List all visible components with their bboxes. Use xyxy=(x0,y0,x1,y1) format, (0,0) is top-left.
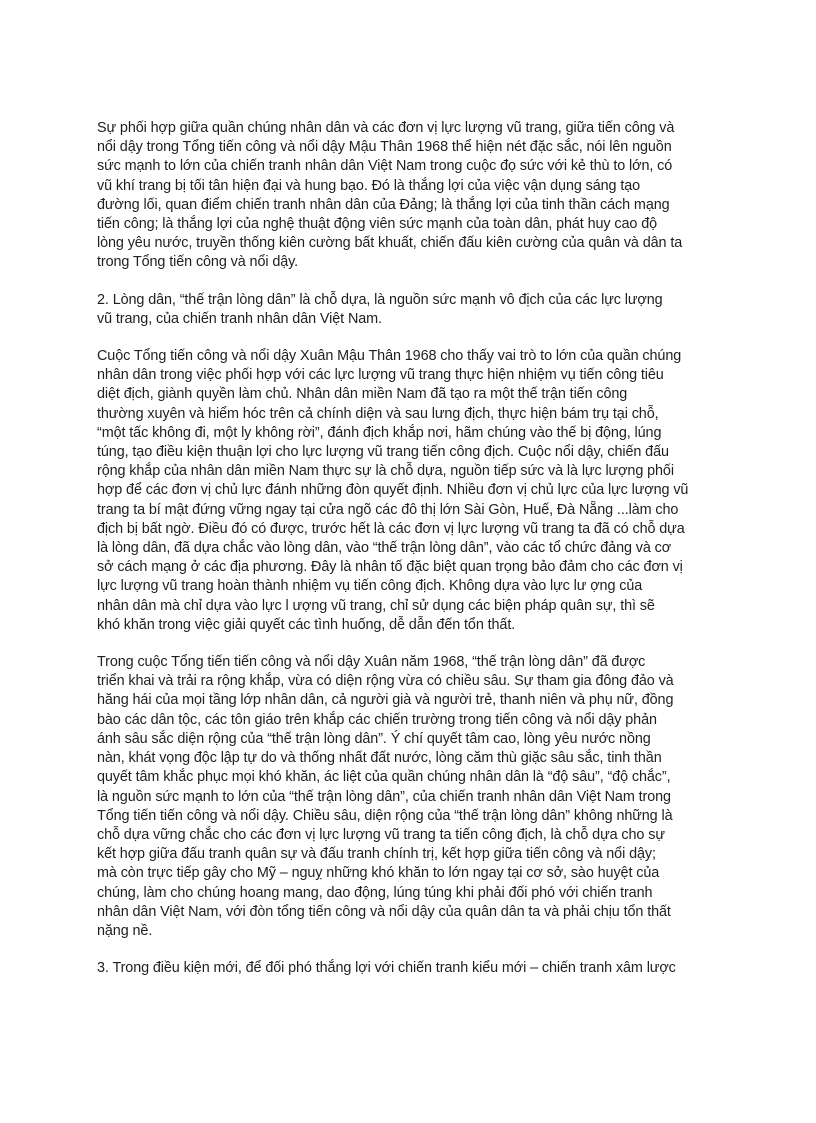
text-line: túng, tạo điều kiện thuận lợi cho lực lượng vũ trang tiến công địch. Cuộc nổi dậy, chiến đấu xyxy=(97,444,669,461)
text-line: vũ trang, của chiến tranh nhân dân Việt Nam. xyxy=(97,310,382,327)
text-line: nhân dân trong việc phối hợp với các lực lượng vũ trang thực hiện nhiệm vụ tiến công tiêu xyxy=(97,367,664,384)
text-line: ánh sâu sắc diện rộng của “thế trận lòng dân”. Ý chí quyết tâm cao, lòng yêu nước nồng xyxy=(97,730,651,747)
text-line: rộng khắp của nhân dân miền Nam thực sự là chỗ dựa, nguồn tiếp sức và là lực lượng phối xyxy=(97,463,674,480)
text-line: Tổng tiến tiến công và nổi dậy. Chiều sâu, diện rộng của “thế trận lòng dân” không những là xyxy=(97,807,673,824)
paragraph-mau-than-1968 xyxy=(97,347,732,635)
text-line: khó khăn trong việc giải quyết các tình huống, dễ dẫn đến tổn thất. xyxy=(97,616,516,633)
text-line: là lòng dân, đã dựa chắc vào lòng dân, vào “thế trận lòng dân”, vào các tổ chức đảng và cơ xyxy=(97,540,672,557)
section-heading-3 xyxy=(97,959,732,978)
text-line: Cuộc Tổng tiến công và nổi dậy Xuân Mậu Thân 1968 cho thấy vai trò to lớn của quần chúng xyxy=(97,348,682,365)
text-line: hợp để các đơn vị chủ lực đánh những đòn quyết định. Nhiều đơn vị chủ lực của lực lượng vũ xyxy=(97,482,689,499)
text-line: sức mạnh to lớn của chiến tranh nhân dân Việt Nam trong cuộc đọ sức với kẻ thù to lớn, có xyxy=(97,158,673,175)
text-line: lực lượng vũ trang hoàn thành nhiệm vụ tiến công địch. Không dựa vào lực lư ợng của xyxy=(97,578,643,595)
text-line: trong Tổng tiến công và nổi dậy. xyxy=(97,254,299,271)
text-line: kết hợp giữa đấu tranh quân sự và đấu tranh chính trị, kết hợp giữa tiến công và nổi dậy; xyxy=(97,846,656,863)
document-body xyxy=(97,119,732,978)
section-heading-2 xyxy=(97,291,732,329)
text-line: Trong cuộc Tổng tiến tiến công và nổi dậy Xuân năm 1968, “thế trận lòng dân” đã được xyxy=(97,654,646,671)
text-line: hăng hái của mọi tầng lớp nhân dân, cả người già và người trẻ, thanh niên và phụ nữ, đồng xyxy=(97,692,674,709)
text-line: bào các dân tộc, các tôn giáo trên khắp các chiến trường trong tiến công và nổi dậy phản xyxy=(97,711,657,728)
text-line: là nguồn sức mạnh to lớn của “thế trận lòng dân”, của chiến tranh nhân dân Việt Nam trong xyxy=(97,788,671,805)
text-line: chỗ dựa vững chắc cho các đơn vị lực lượng vũ trang ta tiến công địch, là chỗ dựa cho sự xyxy=(97,826,665,843)
text-line: diệt địch, giành quyền làm chủ. Nhân dân miền Nam đã tạo ra một thế trận tiến công xyxy=(97,386,628,403)
text-line: nổi dậy trong Tổng tiến công và nổi dậy Mậu Thân 1968 thể hiện nét đặc sắc, nói lên nguồn xyxy=(97,139,672,156)
paragraph-the-tran-long-dan xyxy=(97,653,732,941)
text-line: nhân dân mà chỉ dựa vào lực l ượng vũ trang, chỉ sử dụng các biện pháp quân sự, thì sẽ xyxy=(97,597,655,614)
text-line: tiến công; là thắng lợi của nghệ thuật động viên sức mạnh của toàn dân, phát huy cao độ xyxy=(97,216,658,233)
text-line: trang ta bí mật đứng vững ngay tại cửa ngõ các đô thị lớn Sài Gòn, Huế, Đà Nẵng ...làm cho xyxy=(97,501,679,518)
text-line: nàn, khát vọng độc lập tự do và thống nhất đất nước, lòng căm thù giặc sâu sắc, tinh thần xyxy=(97,750,662,767)
text-line: mà còn trực tiếp gây cho Mỹ – nguỵ những khó khăn to lớn ngay tại cơ sở, sào huyệt của xyxy=(97,865,660,882)
text-line: chúng, làm cho chúng hoang mang, dao động, lúng túng khi phải đối phó với chiến tranh xyxy=(97,884,653,901)
text-line: sở cách mạng ở các địa phương. Đây là nhân tố đặc biệt quan trọng bảo đảm cho các đơn vị xyxy=(97,559,683,576)
text-line: “một tấc không đi, một ly không rời”, đánh địch khắp nơi, hãm chúng vào thế bị động, lúng xyxy=(97,424,662,441)
text-line: 2. Lòng dân, “thế trận lòng dân” là chỗ dựa, là nguồn sức mạnh vô địch của các lực lượng xyxy=(97,291,663,308)
text-line: đường lối, quan điểm chiến tranh nhân dân của Đảng; là thắng lợi của tinh thần cách mạng xyxy=(97,196,670,213)
text-line: địch bị bất ngờ. Điều đó có được, trước hết là các đơn vị lực lượng vũ trang ta đã có chỗ dựa xyxy=(97,520,685,537)
text-line: Sự phối hợp giữa quần chúng nhân dân và các đơn vị lực lượng vũ trang, giữa tiến công và xyxy=(97,120,675,136)
text-line: quyết tâm khắc phục mọi khó khăn, ác liệt của quần chúng nhân dân là “độ sâu”, “độ chắc”, xyxy=(97,769,671,786)
text-line: nhân dân Việt Nam, với đòn tổng tiến công và nổi dậy của quân dân ta và phải chịu tổn thất xyxy=(97,903,671,920)
paragraph-coordination xyxy=(97,119,732,273)
text-line: vũ khí trang bị tối tân hiện đại và hung bạo. Đó là thắng lợi của việc vận dụng sáng tạo xyxy=(97,177,641,194)
text-line: triển khai và trải ra rộng khắp, vừa có diện rộng vừa có chiều sâu. Sự tham gia đông đảo và xyxy=(97,673,674,690)
text-line: thường xuyên và hiểm hóc trên cả chính diện và sau lưng địch, thực hiện bám trụ tại chỗ, xyxy=(97,405,659,422)
text-line: nặng nề. xyxy=(97,922,153,939)
text-line: 3. Trong điều kiện mới, để đối phó thắng lợi với chiến tranh kiểu mới – chiến tranh xâm lược xyxy=(97,960,676,977)
text-line: lòng yêu nước, truyền thống kiên cường bất khuất, chiến đấu kiên cường của quân và dân ta xyxy=(97,235,683,252)
